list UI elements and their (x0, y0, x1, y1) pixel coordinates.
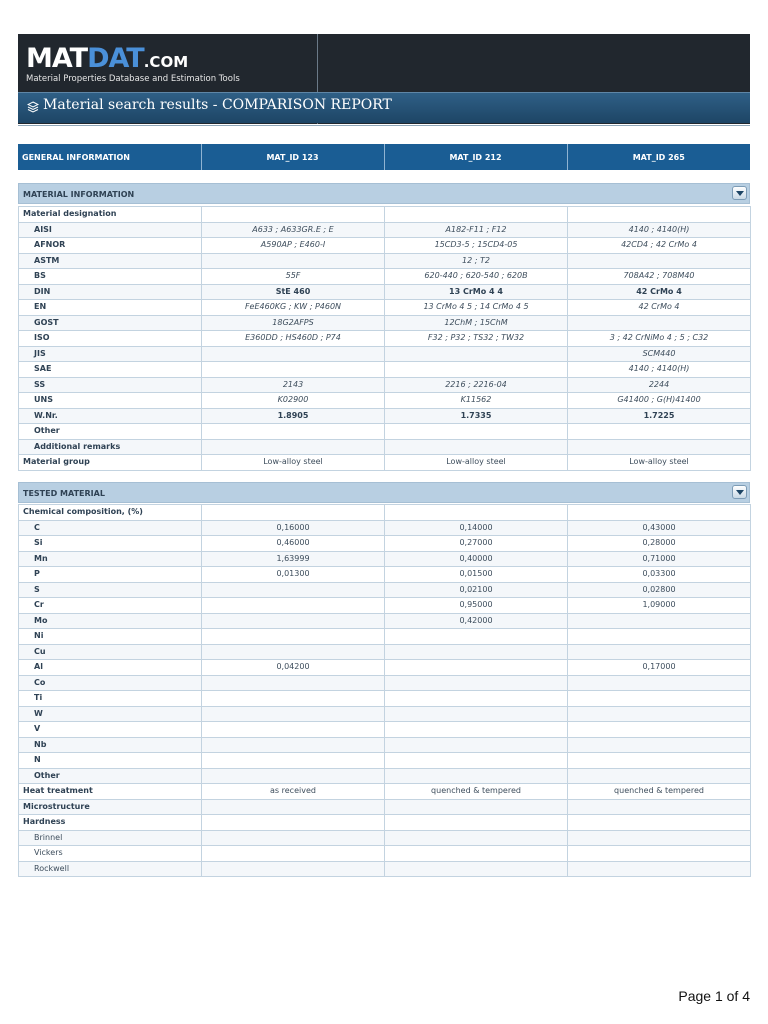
designation-row (19, 269, 751, 285)
value-cell (202, 846, 385, 862)
value-cell (385, 706, 568, 722)
value-cell (385, 830, 568, 846)
value-cell: 1.7335 (385, 408, 568, 424)
designation-row (19, 238, 751, 254)
row-label: Other (19, 424, 202, 440)
value-cell (568, 768, 751, 784)
column-header: MAT_ID 265 (567, 144, 750, 170)
tested-material-table (18, 504, 751, 877)
hardness-sub-row (19, 846, 751, 862)
value-cell (568, 722, 751, 738)
value-cell: 0,01500 (385, 567, 568, 583)
row-label: AFNOR (19, 238, 202, 254)
chem-header-row (19, 505, 751, 521)
value-cell (385, 815, 568, 831)
value-cell (385, 753, 568, 769)
value-cell: 0,46000 (202, 536, 385, 552)
value-cell: 18G2AFPS (202, 315, 385, 331)
value-cell (202, 706, 385, 722)
row-label: Chemical composition, (%) (19, 505, 202, 521)
designation-row (19, 393, 751, 409)
designation-row (19, 377, 751, 393)
value-cell: 4140 ; 4140(H) (568, 362, 751, 378)
value-cell (202, 799, 385, 815)
designation-row (19, 408, 751, 424)
matdat-logo[interactable]: MATDAT.COM (26, 43, 189, 74)
element-row (19, 722, 751, 738)
row-label: Cu (19, 644, 202, 660)
value-cell (385, 362, 568, 378)
value-cell (568, 644, 751, 660)
value-cell: 15CD3-5 ; 15CD4-05 (385, 238, 568, 254)
value-cell: 0,40000 (385, 551, 568, 567)
hardness-row (19, 815, 751, 831)
value-cell: quenched & tempered (385, 784, 568, 800)
element-row (19, 536, 751, 552)
value-cell (202, 830, 385, 846)
value-cell (385, 675, 568, 691)
value-cell (385, 691, 568, 707)
value-cell: 0,14000 (385, 520, 568, 536)
element-row (19, 675, 751, 691)
value-cell (202, 644, 385, 660)
row-label: N (19, 753, 202, 769)
hardness-sub-row (19, 830, 751, 846)
value-cell: A633 ; A633GR.E ; E (202, 222, 385, 238)
collapse-button[interactable] (732, 186, 747, 200)
designation-row (19, 284, 751, 300)
value-cell (202, 505, 385, 521)
value-cell: 0,02800 (568, 582, 751, 598)
value-cell (568, 207, 751, 223)
value-cell: 55F (202, 269, 385, 285)
value-cell (202, 613, 385, 629)
value-cell: 0,27000 (385, 536, 568, 552)
value-cell: G41400 ; G(H)41400 (568, 393, 751, 409)
value-cell: 13 CrMo 4 4 (385, 284, 568, 300)
value-cell (202, 346, 385, 362)
value-cell (568, 505, 751, 521)
value-cell: 1.8905 (202, 408, 385, 424)
designation-row (19, 222, 751, 238)
row-label: AISI (19, 222, 202, 238)
value-cell: 42CD4 ; 42 CrMo 4 (568, 238, 751, 254)
element-row (19, 520, 751, 536)
value-cell (568, 439, 751, 455)
value-cell (385, 629, 568, 645)
row-label: Additional remarks (19, 439, 202, 455)
value-cell (568, 815, 751, 831)
value-cell (202, 439, 385, 455)
value-cell: A590AP ; E460-I (202, 238, 385, 254)
value-cell: 0,95000 (385, 598, 568, 614)
row-label: SS (19, 377, 202, 393)
collapse-button[interactable] (732, 485, 747, 499)
value-cell: 0,01300 (202, 567, 385, 583)
value-cell: 0,43000 (568, 520, 751, 536)
material-group-row (19, 455, 751, 471)
row-label: Cr (19, 598, 202, 614)
value-cell: F32 ; P32 ; TS32 ; TW32 (385, 331, 568, 347)
hardness-sub-row (19, 861, 751, 877)
value-cell (568, 846, 751, 862)
value-cell: K11562 (385, 393, 568, 409)
tested-material-section-header (18, 482, 750, 503)
value-cell (202, 629, 385, 645)
value-cell: as received (202, 784, 385, 800)
value-cell (385, 505, 568, 521)
value-cell (568, 753, 751, 769)
value-cell: 708A42 ; 708M40 (568, 269, 751, 285)
row-label: JIS (19, 346, 202, 362)
value-cell (568, 861, 751, 877)
value-cell (568, 691, 751, 707)
report-title-bar (18, 92, 750, 123)
row-label: Heat treatment (19, 784, 202, 800)
value-cell (568, 315, 751, 331)
page-number: Page 1 of 4 (678, 988, 750, 1004)
value-cell (385, 439, 568, 455)
element-row (19, 629, 751, 645)
row-label: V (19, 722, 202, 738)
general-info-header (18, 144, 750, 170)
designation-row (19, 439, 751, 455)
designation-row (19, 331, 751, 347)
value-cell: 1,09000 (568, 598, 751, 614)
value-cell: 620-440 ; 620-540 ; 620B (385, 269, 568, 285)
designation-row (19, 346, 751, 362)
value-cell: 12 ; T2 (385, 253, 568, 269)
row-label: SAE (19, 362, 202, 378)
value-cell: 1,63999 (202, 551, 385, 567)
designation-row (19, 424, 751, 440)
element-row (19, 768, 751, 784)
value-cell (568, 424, 751, 440)
value-cell: 2244 (568, 377, 751, 393)
row-label: P (19, 567, 202, 583)
value-cell (568, 253, 751, 269)
value-cell: 0,03300 (568, 567, 751, 583)
row-label: DIN (19, 284, 202, 300)
value-cell (385, 737, 568, 753)
section-title: MATERIAL INFORMATION (23, 190, 135, 199)
value-cell (385, 346, 568, 362)
value-cell: 42 CrMo 4 (568, 300, 751, 316)
value-cell (202, 207, 385, 223)
designation-row (19, 207, 751, 223)
designation-row (19, 315, 751, 331)
value-cell: Low-alloy steel (202, 455, 385, 471)
element-row (19, 598, 751, 614)
material-info-table (18, 206, 751, 471)
row-label: Ni (19, 629, 202, 645)
value-cell (202, 815, 385, 831)
value-cell (202, 737, 385, 753)
row-label: Mo (19, 613, 202, 629)
heat-treatment-row (19, 784, 751, 800)
section-title: TESTED MATERIAL (23, 489, 105, 498)
value-cell (202, 598, 385, 614)
row-label: EN (19, 300, 202, 316)
value-cell: 0,02100 (385, 582, 568, 598)
column-header: MAT_ID 212 (384, 144, 567, 170)
row-label: Si (19, 536, 202, 552)
value-cell: 2216 ; 2216-04 (385, 377, 568, 393)
report-header (18, 34, 750, 124)
element-row (19, 582, 751, 598)
row-label: Other (19, 768, 202, 784)
value-cell: Low-alloy steel (385, 455, 568, 471)
element-row (19, 753, 751, 769)
value-cell: 12ChM ; 15ChM (385, 315, 568, 331)
value-cell (202, 424, 385, 440)
value-cell: FeE460KG ; KW ; P460N (202, 300, 385, 316)
row-label: ISO (19, 331, 202, 347)
value-cell (202, 691, 385, 707)
element-row (19, 644, 751, 660)
value-cell: 3 ; 42 CrNiMo 4 ; 5 ; C32 (568, 331, 751, 347)
value-cell (568, 675, 751, 691)
element-row (19, 613, 751, 629)
value-cell (202, 768, 385, 784)
material-info-section-header (18, 183, 750, 204)
value-cell: StE 460 (202, 284, 385, 300)
row-label: Co (19, 675, 202, 691)
value-cell (385, 722, 568, 738)
value-cell (202, 861, 385, 877)
value-cell (202, 722, 385, 738)
value-cell: 0,16000 (202, 520, 385, 536)
value-cell: SCM440 (568, 346, 751, 362)
value-cell (568, 830, 751, 846)
row-label: Rockwell (19, 861, 202, 877)
row-label: Material group (19, 455, 202, 471)
value-cell: K02900 (202, 393, 385, 409)
row-label: BS (19, 269, 202, 285)
microstructure-row (19, 799, 751, 815)
row-label: W (19, 706, 202, 722)
value-cell (202, 753, 385, 769)
value-cell (385, 660, 568, 676)
value-cell: 42 CrMo 4 (568, 284, 751, 300)
element-row (19, 660, 751, 676)
element-row (19, 737, 751, 753)
value-cell: Low-alloy steel (568, 455, 751, 471)
designation-row (19, 362, 751, 378)
value-cell: 13 CrMo 4 5 ; 14 CrMo 4 5 (385, 300, 568, 316)
value-cell: 0,42000 (385, 613, 568, 629)
row-label: C (19, 520, 202, 536)
value-cell (202, 362, 385, 378)
value-cell (385, 424, 568, 440)
element-row (19, 691, 751, 707)
row-label: Vickers (19, 846, 202, 862)
value-cell (202, 582, 385, 598)
value-cell (202, 675, 385, 691)
row-label: Microstructure (19, 799, 202, 815)
row-label: ASTM (19, 253, 202, 269)
value-cell (385, 861, 568, 877)
value-cell: 0,04200 (202, 660, 385, 676)
value-cell (568, 737, 751, 753)
report-title: Material search results - COMPARISON REPORT (43, 97, 392, 113)
designation-row (19, 300, 751, 316)
row-label: UNS (19, 393, 202, 409)
value-cell (202, 253, 385, 269)
row-label: S (19, 582, 202, 598)
row-label: Nb (19, 737, 202, 753)
designation-row (19, 253, 751, 269)
value-cell: 2143 (202, 377, 385, 393)
value-cell: 0,71000 (568, 551, 751, 567)
value-cell: A182-F11 ; F12 (385, 222, 568, 238)
row-label: Brinnel (19, 830, 202, 846)
row-label: Ti (19, 691, 202, 707)
chevron-down-icon (736, 490, 744, 495)
value-cell (568, 706, 751, 722)
element-row (19, 551, 751, 567)
row-label: Hardness (19, 815, 202, 831)
row-label: W.Nr. (19, 408, 202, 424)
value-cell (568, 799, 751, 815)
value-cell: 0,28000 (568, 536, 751, 552)
value-cell: quenched & tempered (568, 784, 751, 800)
stack-icon (27, 101, 39, 113)
header-underline (18, 125, 750, 126)
value-cell: 0,17000 (568, 660, 751, 676)
row-label: GOST (19, 315, 202, 331)
row-label: Material designation (19, 207, 202, 223)
value-cell (385, 644, 568, 660)
row-label: Mn (19, 551, 202, 567)
value-cell: 4140 ; 4140(H) (568, 222, 751, 238)
general-info-label: GENERAL INFORMATION (18, 144, 201, 170)
tagline: Material Properties Database and Estimation Tools (26, 74, 240, 84)
value-cell (568, 613, 751, 629)
element-row (19, 567, 751, 583)
value-cell: E360DD ; HS460D ; P74 (202, 331, 385, 347)
value-cell (385, 799, 568, 815)
element-row (19, 706, 751, 722)
chevron-down-icon (736, 191, 744, 196)
value-cell (568, 629, 751, 645)
column-header: MAT_ID 123 (201, 144, 384, 170)
value-cell (385, 207, 568, 223)
value-cell (385, 846, 568, 862)
row-label: Al (19, 660, 202, 676)
value-cell (385, 768, 568, 784)
value-cell: 1.7225 (568, 408, 751, 424)
